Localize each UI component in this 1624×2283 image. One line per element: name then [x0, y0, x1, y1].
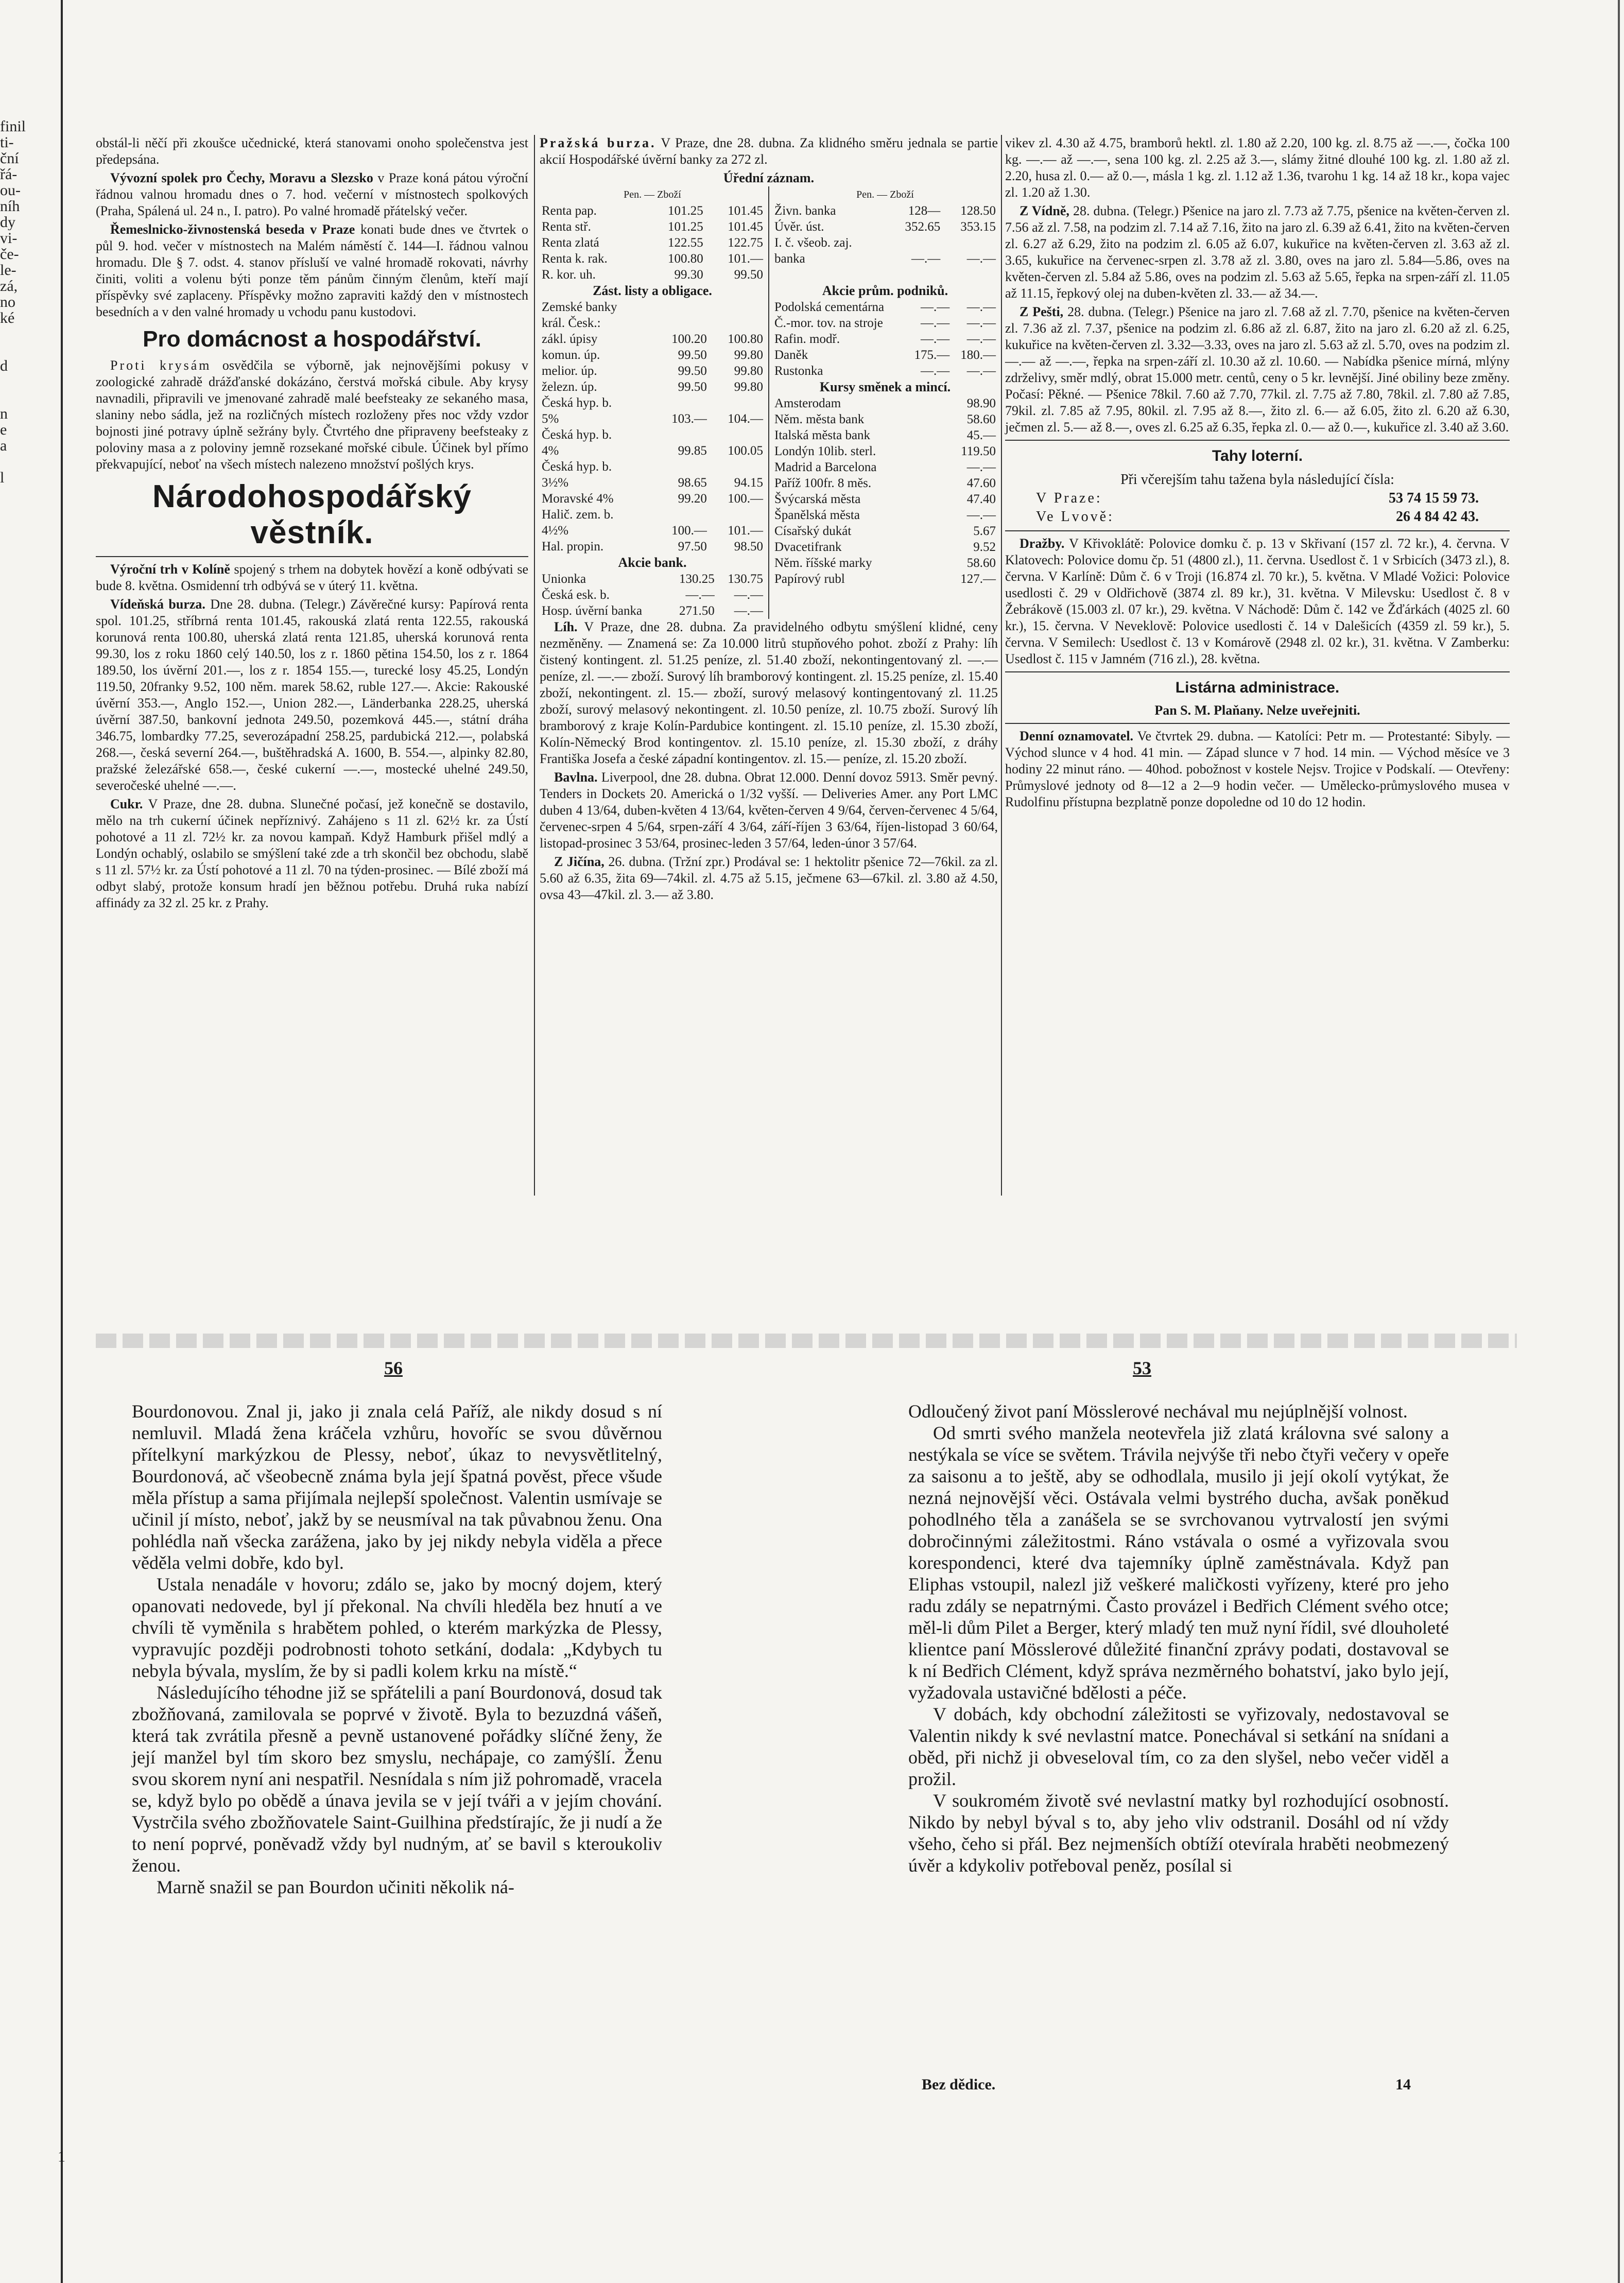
table-cell: 4%	[542, 444, 559, 458]
table-row	[772, 571, 998, 587]
table-cell: Hosp. úvěrní banka	[542, 604, 643, 618]
table-row	[772, 523, 998, 539]
table-row	[540, 459, 765, 475]
table-cell: král. Česk.:	[542, 316, 601, 330]
fragment-line: če-	[0, 246, 19, 262]
table-cell: I. č. všeob. zaj.	[774, 236, 852, 250]
table-row	[540, 603, 765, 619]
table-cell: —.—	[734, 604, 763, 618]
table-cell	[709, 299, 765, 315]
divider	[1005, 671, 1510, 672]
table-row	[772, 411, 998, 427]
table-cell: 58.60	[966, 556, 996, 570]
paragraph: Bavlna. Liverpool, dne 28. dubna. Obrat 12.000. Denní dovoz 5913. Směr pevný. Tenders in Dockets 20. Americká o 1/32 vyšší. — Deliveries Amer. any Port LMC duben 4 13/64, duben-květen 4 13/64, květen-červen 4 9/64, červen-červenec 4 5/64, červenec-srpen 4 5/64, srpen-září 4 3/64, září-říjen 3 63/64, říjen-listopad 3 60/64, listopad-prosinec 3 53/64, prosinec-leden 3 57/64, leden-únor 3 57/64.	[540, 770, 998, 851]
table-cell: Dvacetifrank	[774, 540, 842, 554]
table-cell: Halič. zem. b.	[542, 508, 614, 522]
table-cell: melior. úp.	[542, 364, 597, 378]
table-cell: Madrid a Barcelona	[774, 460, 877, 474]
column-header: Pen. — Zboží	[624, 189, 681, 200]
table-cell: 128.50	[960, 204, 996, 218]
rates-table-bonds	[540, 283, 998, 619]
table-cell: banka	[774, 252, 805, 266]
table-cell: Italská města bank	[774, 428, 871, 442]
divider	[1005, 530, 1510, 531]
table-cell: Císařský dukát	[774, 524, 852, 538]
fragment-line: d	[0, 358, 8, 374]
page-edge-right	[1618, 0, 1620, 2283]
paragraph: Z Jičína, 26. dubna. (Tržní zpr.) Prodával se: 1 hektolitr pšenice 72—76kil. za zl. 5.60 až 6.35, žita 69—74kil. zl. 4.75 až 5.15, ječmene 63—67kil. zl. 3.80 až 4.50, ovsa 43—47kil. zl. 3.— až 3.80.	[540, 854, 998, 902]
page-edge-left	[61, 0, 63, 2283]
table-cell: —.—	[921, 332, 950, 346]
fragment-line: vi-	[0, 230, 18, 246]
table-row	[772, 331, 998, 347]
table-cell: 9.52	[973, 540, 996, 554]
table-cell: —.—	[966, 316, 996, 330]
rates-table	[540, 571, 765, 619]
paragraph: Pražská burza. V Praze, dne 28. dubna. Za klidného směru jednala se partie akcií Hospodářské úvěrní banky za 272 zl.	[540, 135, 998, 167]
table-cell: R. kor. uh.	[542, 268, 596, 282]
table-row	[540, 267, 765, 283]
table-cell: 100.80	[728, 332, 763, 346]
fragment-line	[0, 374, 51, 390]
book-text-right	[908, 1400, 1449, 1876]
table-cell: Daněk	[774, 348, 808, 362]
paragraph: Řemeslnicko-živnostenská beseda v Praze konati bude dnes ve čtvrtek o půl 9. hod. večer v místnostech na Malém náměstí č. 144—I. řádnou valnou hromadu. Dle § 7. odst. 4. stanov přísluší ve valné hromadě rokovati, návrhy činiti, voliti a volenu býti ponze těm pánům činným členům, kteří mají příspěvky své zaplaceny. Příspěvky možno zapraviti každý den v místnostech besedních a v den valné hromady u vchodu panu kustodovi.	[96, 222, 528, 319]
table-cell: —.—	[966, 364, 996, 378]
table-heading: Úřední záznam.	[723, 170, 815, 185]
fragment-line: e	[0, 422, 7, 438]
fragment-line: no	[0, 294, 15, 310]
table-cell: 45.—	[966, 428, 996, 442]
page-number-right: 53	[1133, 1358, 1151, 1378]
table-row	[772, 219, 998, 235]
table-cell: 175.—	[914, 348, 950, 362]
table-cell: 97.50	[678, 540, 707, 554]
fragment-line: l	[0, 470, 5, 486]
lottery-results	[1005, 471, 1510, 526]
fragment-line: ké	[0, 310, 15, 326]
book-paragraph: Následujícího téhodne již se spřátelili a paní Bourdonová, dosud tak zbožňovaná, zamilovala se poprvé v životě. Byla to bezuzdná vášeň, která tak zvrátila přesně a pevně ustanovené pořádky slíčné ženy, že její manžel byl tím skoro bez smyslu, nechápaje, co zamýšlí. Ženu svou skorem nyní ani nespatřil. Nesnídala s ním již pohromadě, vracela se, když bylo po obědě a únava jevila se v její tváři a v jejím chování. Vystrčila svého zbožňovatele Saint-Guilhina předstírajíc, že ji nudí a že to není poprvé, poněvadž vždy byl nudným, ať se bavil s kteroukoliv ženou.	[132, 1682, 662, 1876]
table-cell: 3½%	[542, 476, 569, 490]
table-row	[772, 459, 998, 475]
table-cell	[653, 427, 709, 443]
table-cell: Amsterodam	[774, 396, 841, 410]
table-cell: 130.75	[728, 572, 763, 586]
table-row	[540, 363, 765, 379]
fragment-line: le-	[0, 262, 16, 278]
notice: Pan S. M. Plaňany. Nelze uveřejniti.	[1154, 703, 1360, 718]
table-row	[772, 555, 998, 571]
table-cell: 122.75	[728, 236, 763, 250]
table-cell: Česká hyp. b.	[542, 460, 612, 474]
paragraph: Vídeňská burza. Dne 28. dubna. (Telegr.) Závěrečné kursy: Papírová renta spol. 101.25, stříbrná renta 101.45, rakouská zlatá renta 122.55, rakouská korunová renta 100.80, uherská zlatá renta 121.85, uherská korunová renta 99.30, los z roku 1860 celý 140.50, los z r. 1860 pětina 154.50, los z r. 1864 189.50, los úvěrní 201.—, los z r. 1854 155.—, turecké losy 45.25, Londýn 119.50, 20franky 9.52, 100 něm. marek 58.62, ruble 127.—. Akcie: Rakouské úvěrní 353.—, Anglo 152.—, Union 282.—, Länderbanka 228.25, uherská úvěrní 387.50, bankovní jednota 249.50, pozemková 445.—, státní dráha 346.75, lombardky 77.25, severozápadní 258.25, pardubická 212.—, polabská 268.—, česká severní 264.—, buštěhradská A. 1600, B. 554.—, alpinky 82.80, pražské železářské 658.—, české cukerní —.—, mostecké uhelné 249.50, severočeské uhelné —.—.	[96, 597, 529, 793]
table-cell: 98.50	[734, 540, 763, 554]
table-cell: 94.15	[734, 476, 763, 490]
table-cell: 101.—	[728, 252, 763, 266]
table-cell: 128—	[908, 204, 941, 218]
table-cell: 99.50	[734, 268, 763, 282]
table-cell: 98.90	[966, 396, 996, 410]
table-cell: komun. úp.	[542, 348, 600, 362]
table-cell: 99.20	[678, 492, 707, 506]
table-cell: 100.—	[728, 492, 763, 506]
table-cell: 101.25	[668, 220, 703, 234]
table-row	[772, 395, 998, 411]
table-row	[540, 235, 765, 251]
table-cell: 99.50	[678, 348, 707, 362]
table-cell: 99.50	[678, 364, 707, 378]
table-cell: 47.40	[966, 492, 996, 506]
table-row	[540, 475, 765, 491]
rates-table	[772, 299, 998, 379]
footer-title: Bez dědice.	[922, 2076, 996, 2093]
table-cell: zákl. úpisy	[542, 332, 598, 346]
divider	[1005, 440, 1510, 441]
fragment-line: zá,	[0, 278, 18, 294]
book-paragraph: Od smrti svého manžela neotevřela již zlatá královna své salony a nestýkala se více se světem. Trávila nejvýše tři nebo čtyři večery v opeře za saisonu a to ještě, aby se odhodlala, musilo ji její okolí vytýkat, že nezná nejnovější věci. Ostávala velmi bystrého ducha, avšak poněkud pohodlného těla a zanášela se se svrchovanou vytrvalostí jen svými dobročinnými záležitostmi. Ráno vstávala o osmé a vyřizovala svou korespondenci, které dva tajemníky úplně zaměstnávala. Když pan Eliphas vstoupil, nalezl již veškeré maličkosti vyřízeny, které pro jeho radu zdály se nepatrnými. Často provázel i Bedřich Clément svého otce; měl-li dům Pilet a Berger, který mladý ten muž nyní řídil, své dlouholeté klientce paní Mösslerové důležité finanční zprávy podati, dostavoval se k ní Bedřich Clément, když správa nezměrného bohatství, jako bylo její, vyžadovala ustavičné bdělosti a péče.	[908, 1423, 1449, 1703]
fragment-line: níh	[0, 198, 20, 214]
book-footer	[922, 2076, 1411, 2094]
lottery-row: V Praze: 53 74 15 59 73.	[1036, 490, 1479, 506]
table-cell: Rafin. modř.	[774, 332, 840, 346]
table-cell: 99.30	[674, 268, 703, 282]
table-row	[772, 475, 998, 491]
book-paragraph: Odloučený život paní Mösslerové nechával mu nejúplnější volnost.	[908, 1401, 1408, 1422]
table-cell	[653, 315, 709, 331]
fragment-line: dy	[0, 214, 15, 230]
column-rule	[1001, 135, 1002, 1196]
table-cell: Č.-mor. tov. na stroje	[774, 316, 883, 330]
table-cell: Moravské 4%	[542, 492, 614, 506]
table-cell: —.—	[966, 460, 996, 474]
table-cell	[942, 235, 998, 251]
fragment-line: řá-	[0, 166, 18, 182]
fragment-line: ou-	[0, 182, 21, 198]
newspaper-column-2	[540, 135, 998, 905]
table-cell: 101.45	[728, 220, 763, 234]
table-row	[772, 427, 998, 443]
section-heading: Pro domácnost a hospodářství.	[143, 326, 481, 352]
table-cell: Něm. říšské marky	[774, 556, 872, 570]
table-cell: 4½%	[542, 524, 569, 538]
book-paragraph: V dobách, kdy obchodní záležitosti se vyřizovaly, nedostavoval se Valentin nikdy k své nevlastní matce. Ponechával si setkání na snídani a oběd, při nichž ji obveseloval tím, co za den slyšel, nebo večer viděl a prožil.	[908, 1704, 1449, 1789]
table-row	[540, 491, 765, 507]
paragraph: Vývozní spolek pro Čechy, Moravu a Slezsko v Praze koná pátou výroční řádnou valnou hromadu dnes o 7. hod. večerní v místnostech spolkových (Praha, Spálená ul. 24 n., I. patro). Po valné hromadě přátelský večer.	[96, 170, 528, 218]
table-heading: Zást. listy a obligace.	[593, 283, 712, 298]
table-cell: 99.85	[678, 444, 707, 458]
table-cell: Švýcarská města	[774, 492, 861, 506]
book-paragraph: V soukromém životě své nevlastní matky byl rozhodující osobností. Nikdo by nebyl býval s to, aby jeho vliv odstranil. Dosáhl od ní vždy všeho, čeho si přál. Bez nejmenších obtíží otevírala hraběti neobmezený úvěr a kdykoliv potřeboval peněz, posílal si	[908, 1790, 1449, 1876]
table-cell: 98.65	[678, 476, 707, 490]
table-cell: Unionka	[542, 572, 586, 586]
table-cell: 47.60	[966, 476, 996, 490]
table-row	[540, 395, 765, 411]
table-row	[540, 507, 765, 523]
paragraph: Líh. V Praze, dne 28. dubna. Za pravidelného odbytu smýšlení klidné, ceny nezměněny. — Znamená se: Za 10.000 litrů stupňového pohot. zboží z Prahy: líh čistený kontingent. zl. 51.25 peníze, zl. 51.40 zboží, nekontingentovaný zl. —.— peníze, zl. —.— zboží. Surový líh bramborový kontingent. zl. 15.25 peníze, zl. 15.40 zboží, nekontingent. zl. 15.— zboží, surový melasový kontingentovaný zl. 11.25 zboží, surový melasový nekontingent. zl. 10.50 peníze, zl. 10.75 zboží. Surový líh bramborový z kraje Kolín-Pardubice kontingent. zl. 15.10 peníze, zl. 15.30 zboží, Kolín-Německý Brod kontingentov. zl. 15.10 peníze, zl. 15.30 zboží, z dráhy Františka Josefa a české západní kontingentov. zl. 15.— peníze, zl. 15.20 zboží.	[540, 619, 998, 766]
table-cell: 122.55	[668, 236, 703, 250]
paragraph: Výroční trh v Kolíně spojený s trhem na dobytek hovězí a koně odbývati se bude 8. května. Osmidenní trh odbývá se v úterý 11. května.	[96, 562, 529, 593]
table-cell: Úvěr. úst.	[774, 220, 824, 234]
table-cell: 101.—	[728, 524, 763, 538]
newspaper-column-1	[96, 135, 528, 913]
newspaper-column-3	[1005, 135, 1510, 812]
paragraph: Z Pešti, 28. dubna. (Telegr.) Pšenice na jaro zl. 7.68 až zl. 7.70, pšenice na květen-červen zl. 7.36 až zl. 7.37, pšenice na podzim zl. 6.86 až zl. 6.87, žito na jaro zl. 6.20 až zl. 6.25, kukuřice na květen-červen zl. 3.32—3.33, oves na jaro zl. 5.63 až zl. 5.70, oves na podzim zl. —.— až —.—, řepka na srpen-září zl. 10.30 až zl. 10.60. — Nabídka pšenice mírná, mlýny zdrželivy, směr mdlý, obrat 15.000 metr. centů, ceny o 5 kr. levnější. Jiné obiliny beze změny. Počasí: Pěkné. — Pšenice 78kil. 7.60 až 7.70, 77kil. zl. 7.75 až 7.80, 78kil. zl. 7.80 až 7.85, 79kil. zl. 7.85 až 7.95, 80kil. zl. 7.95 až 8.—, žito zl. 6.— až 6.05, žito zl. 6.20 až 6.30, ječmen zl. 5.— až 8.—, oves zl. 6.25 až 6.35, řepka zl. 0.— až 0.—, kukuřice zl. 3.40 až 3.60.	[1005, 304, 1510, 435]
fragment-line: ční	[0, 150, 19, 166]
table-row	[540, 379, 765, 395]
table-cell: —.—	[734, 588, 763, 602]
table-cell: 99.50	[678, 380, 707, 394]
table-row	[540, 347, 765, 363]
table-cell: 99.80	[734, 348, 763, 362]
table-cell: 99.80	[734, 380, 763, 394]
lottery-intro: Při včerejším tahu tažena byla následující čísla:	[1120, 472, 1394, 488]
table-cell: 5%	[542, 412, 559, 426]
section-heading: Listárna administrace.	[1175, 679, 1340, 696]
table-cell: —.—	[911, 252, 941, 266]
paragraph: Denní oznamovatel. Ve čtvrtek 29. dubna. — Katolíci: Petr m. — Protestanté: Sibyly. — Východ slunce v 4 hod. 41 min. — Západ slunce v 7 hod. 14 min. — Východ měsíce ve 3 hodiny 22 minut ráno. — 40hod. pobožnost v kostele Nejsv. Trojice v Podskalí. — Otevřeny: Průmyslové jednoty od 8—12 a 2—9 hodin večer. — Umělecko-průmyslového musea v Rudolfinu přístupna bezplatně ponze dopoledne od 10 do 12 hodin.	[1005, 729, 1510, 809]
table-cell: Zemské banky	[542, 300, 617, 314]
table-row	[772, 251, 998, 267]
rates-table	[540, 203, 765, 283]
table-row	[540, 539, 765, 555]
fragment-line: finil	[0, 118, 26, 134]
rates-table	[772, 203, 998, 267]
table-row	[772, 235, 998, 251]
table-cell: 5.67	[973, 524, 996, 538]
table-row	[772, 203, 998, 219]
book-text-left	[132, 1400, 662, 1898]
table-row	[540, 251, 765, 267]
rates-table	[540, 299, 765, 555]
page-number-left: 56	[384, 1358, 403, 1378]
table-heading: Akcie bank.	[618, 555, 687, 570]
table-cell	[653, 459, 709, 475]
table-cell: Renta k. rak.	[542, 252, 608, 266]
table-row	[540, 587, 765, 603]
table-cell	[653, 395, 709, 411]
table-cell: 101.25	[668, 204, 703, 218]
table-row	[540, 411, 765, 427]
table-cell: —.—	[685, 588, 715, 602]
book-paragraph: Marně snažil se pan Bourdon učiniti několik ná-	[157, 1877, 514, 1897]
section-heading: Tahy loterní.	[1212, 447, 1303, 464]
table-cell: Renta stř.	[542, 220, 591, 234]
table-row	[772, 539, 998, 555]
table-cell: Hal. propin.	[542, 540, 604, 554]
table-cell: 271.50	[679, 604, 715, 618]
table-cell: 101.45	[728, 204, 763, 218]
table-heading: Kursy směnek a mincí.	[819, 379, 951, 394]
paragraph: Dražby. V Křivoklátě: Polovice domku č. p. 13 v Skřivaní (157 zl. 72 kr.), 4. června. V Klatovech: Polovice domu čp. 51 (4800 zl.), 11. června. Usedlost č. 1 v Srbicích (3473 zl.), 8. června. V Karlíně: Dům č. 6 v Troji (16.874 zl. 70 kr.), 5. května. V Mladé Vožici: Polovice usedlosti č. 29 v Oldřichově (3874 zl. 89 kr.), 31. května. V Milevsku: Usedlost č. 8 v Žebrákově (15.003 zl. 07 kr.), 29. května. V Náchodě: Dům č. 142 ve Žďárkách (4025 zl. 60 kr.), 15. června. V Neveklově: Polovice usedlosti č. 14 v Dalešicích (4359 zl. 59 kr.), 5. června. V Semilech: Usedlost č. 13 v Komárově (2948 zl. 02 kr.), 31. května. V Zamberku: Usedlost č. 115 v Jamném (716 zl.), 28. května.	[1005, 536, 1510, 666]
table-cell: železn. úp.	[542, 380, 597, 394]
adjacent-page-fragment	[0, 118, 51, 486]
fragment-line	[0, 390, 51, 406]
table-cell: 130.25	[679, 572, 715, 586]
table-cell: 104.—	[728, 412, 763, 426]
table-cell: —.—	[921, 300, 950, 314]
table-row	[772, 507, 998, 523]
table-cell: Živn. banka	[774, 204, 836, 218]
column-header: Pen. — Zboží	[856, 189, 914, 200]
faded-ornament-band	[96, 1334, 1517, 1348]
table-cell	[709, 427, 765, 443]
table-cell: 100.80	[668, 252, 703, 266]
divider	[96, 556, 528, 557]
table-row	[772, 491, 998, 507]
table-row	[772, 315, 998, 331]
table-row	[772, 347, 998, 363]
table-row	[540, 219, 765, 235]
table-row	[540, 427, 765, 443]
table-cell: Španělská města	[774, 508, 860, 522]
table-row	[772, 443, 998, 459]
table-cell: Rustonka	[774, 364, 823, 378]
rates-table	[772, 395, 998, 587]
table-cell: 58.60	[966, 412, 996, 426]
table-cell	[709, 459, 765, 475]
table-cell: 100.05	[728, 444, 763, 458]
fragment-line	[0, 454, 51, 470]
table-cell: 180.—	[960, 348, 996, 362]
divider	[1005, 723, 1510, 724]
table-row	[540, 571, 765, 587]
table-cell: —.—	[966, 508, 996, 522]
table-cell: Česká esk. b.	[542, 588, 610, 602]
table-cell: —.—	[921, 316, 950, 330]
lottery-row: Ve Lvově: 26 4 84 42 43.	[1036, 509, 1479, 525]
table-cell: Paříž 100fr. 8 měs.	[774, 476, 872, 490]
table-row	[540, 523, 765, 539]
paragraph: Cukr. V Praze, dne 28. dubna. Slunečné počasí, jež konečně se dostavilo, mělo na trh cukerní účinek nepříznivý. Zahájeno s 11 zl. 62½ kr. za Ústí pohotové a 11 zl. 72½ kr. za novou kampaň. Když Hamburk přišel mdlý a Londýn ochablý, oslabilo se smýšlení také zde a trh skončil bez obchodu, slabě s 11 zl. 57½ kr. za Ústí pohotové a 11 zl. 70 na týden-prosinec. — Bílé zboží má odbyt slabý, protože konsum hradí jen běžnou potřebu. Druhá ruka nabízí affinády za 32 zl. 25 kr. z Prahy.	[96, 797, 529, 910]
rates-table-official	[540, 186, 998, 283]
table-heading: Akcie prům. podniků.	[822, 283, 948, 298]
table-row	[540, 443, 765, 459]
table-cell: 100.20	[671, 332, 707, 346]
table-row	[540, 203, 765, 219]
fragment-line	[0, 342, 51, 358]
table-cell	[887, 235, 943, 251]
table-cell	[709, 395, 765, 411]
table-row	[540, 331, 765, 347]
book-paragraph: Ustala nenadále v hovoru; zdálo se, jako by mocný dojem, který opanovati nedovede, byl jí překonal. Na chvíli hleděla bez hnutí a ve chvíli tě vyměnila s hrabětem pohled, o kterém markýzka de Plessy, vypravujíc později podrobnosti tohoto setkání, dodala: „Kdybych tu nebyla bývala, myslím, že by si padli kolem krku na místě.“	[132, 1574, 662, 1681]
table-row	[540, 299, 765, 315]
paragraph: Proti krysám osvědčila se výborně, jak nejnovějšími pokusy v zoologické zahradě drážďanské dokázáno, čerstvá mořská cibule. Aby krysy navnadili, připravili ve jmenované zahradě malé beefsteaky ze sekaného masa, slaniny nebo sádla, jež na rozličných místech rozloženy přes noc vždy vzdor bojnosti jiné potravy úplně sežrány byly. Čtvrtého dne připraveny beefsteaky z poloviny masa a z poloviny jemně rozsekané mořské cibule. Účinek byl přímo překvapující, neboť na všech místech nalezeno množství pošlých krys.	[96, 358, 529, 472]
table-cell: 100.—	[671, 524, 707, 538]
column-rule	[534, 135, 535, 1196]
table-row	[772, 363, 998, 379]
section-heading-large: Národohospodářský věstník.	[152, 479, 472, 550]
table-cell: Česká hyp. b.	[542, 396, 612, 410]
table-cell: Česká hyp. b.	[542, 428, 612, 442]
table-row	[772, 299, 998, 315]
fragment-line: ti-	[0, 134, 14, 150]
table-cell: Papírový rubl	[774, 572, 845, 586]
table-cell: 352.65	[905, 220, 941, 234]
footer-sheet-number: 14	[1395, 2076, 1411, 2093]
paragraph: Z Vídně, 28. dubna. (Telegr.) Pšenice na jaro zl. 7.73 až 7.75, pšenice na květen-červen zl. 7.56 až zl. 7.58, na podzim zl. 7.14 až 7.16, žito na jaro zl. 6.39 až 6.41, žito na květen-červen zl. 6.27 až 6.29, žito na podzim zl. 6.05 až 6.07, kukuřice na květen-červen zl. 3.63 až zl. 3.65, kukuřice na červenec-srpen zl. 3.78 až zl. 3.80, oves na jaro zl. 5.84—5.86, oves na květen-červen zl. 5.84 až 5.86, oves na podzim zl. 5.63 až 5.65, řepka na srpen-září zl. 11.05 až 11.15, řepkový olej na duben-květen zl. 33.— až 34.—.	[1005, 203, 1510, 301]
table-row	[540, 315, 765, 331]
fragment-line: a	[0, 438, 7, 454]
table-cell	[653, 299, 709, 315]
margin-mark: 1	[58, 2148, 65, 2165]
book-paragraph: Bourdonovou. Znal ji, jako ji znala celá Paříž, ale nikdy dosud s ní nemluvil. Mladá žena kráčela vzhůru, hovoříc se svou důvěrnou přítelkyní markýzkou de Plessy, neboť, úkaz to nevysvětlitelný, Bourdonová, ač všeobecně známa byla její špatná pověst, přece všude měla přístup a sama přijímala nejlepší společnost. Valentin usmívaje se učinil jí místo, neboť, jakž by se neusmíval na tak půvabnou ženu. Ona pohlédla naň všecka zarážena, jako by jej nikdy nebyla viděla a přece věděla velmi dobře, kdo byl.	[132, 1401, 662, 1573]
table-cell	[709, 315, 765, 331]
paragraph: vikev zl. 4.30 až 4.75, bramborů hektl. zl. 1.80 až 2.20, 100 kg. zl. 8.75 až —.—, čočka 100 kg. —.— až —.—, sena 100 kg. zl. 2.25 až 3.—, slámy žitné dlouhé 100 kg. zl. 1.80 až zl. 2.20, husa zl. 0.— až 0.—, másla 1 kg. zl. 1.12 až 1.36, tvarohu 1 kg. 14 až 18 kr., kopa vajec zl. 1.20 až 1.30.	[1005, 135, 1510, 200]
table-cell: Renta zlatá	[542, 236, 599, 250]
table-cell: —.—	[966, 332, 996, 346]
table-cell: —.—	[966, 300, 996, 314]
table-cell	[709, 507, 765, 523]
table-cell: —.—	[921, 364, 950, 378]
paragraph: obstál-li něčí při zkoušce učednické, která stanovami onoho společenstva jest předepsána.	[96, 135, 528, 167]
table-cell: 99.80	[734, 364, 763, 378]
fragment-line	[0, 326, 51, 342]
table-cell: 353.15	[960, 220, 996, 234]
table-cell: Podolská cementárna	[774, 300, 885, 314]
table-cell: Renta pap.	[542, 204, 597, 218]
table-cell: 119.50	[961, 444, 996, 458]
table-cell: Něm. města bank	[774, 412, 865, 426]
table-cell	[653, 507, 709, 523]
table-cell: —.—	[966, 252, 996, 266]
table-cell: 103.—	[671, 412, 707, 426]
table-cell: 127.—	[960, 572, 996, 586]
table-cell: Londýn 10lib. sterl.	[774, 444, 876, 458]
fragment-line: n	[0, 406, 8, 422]
